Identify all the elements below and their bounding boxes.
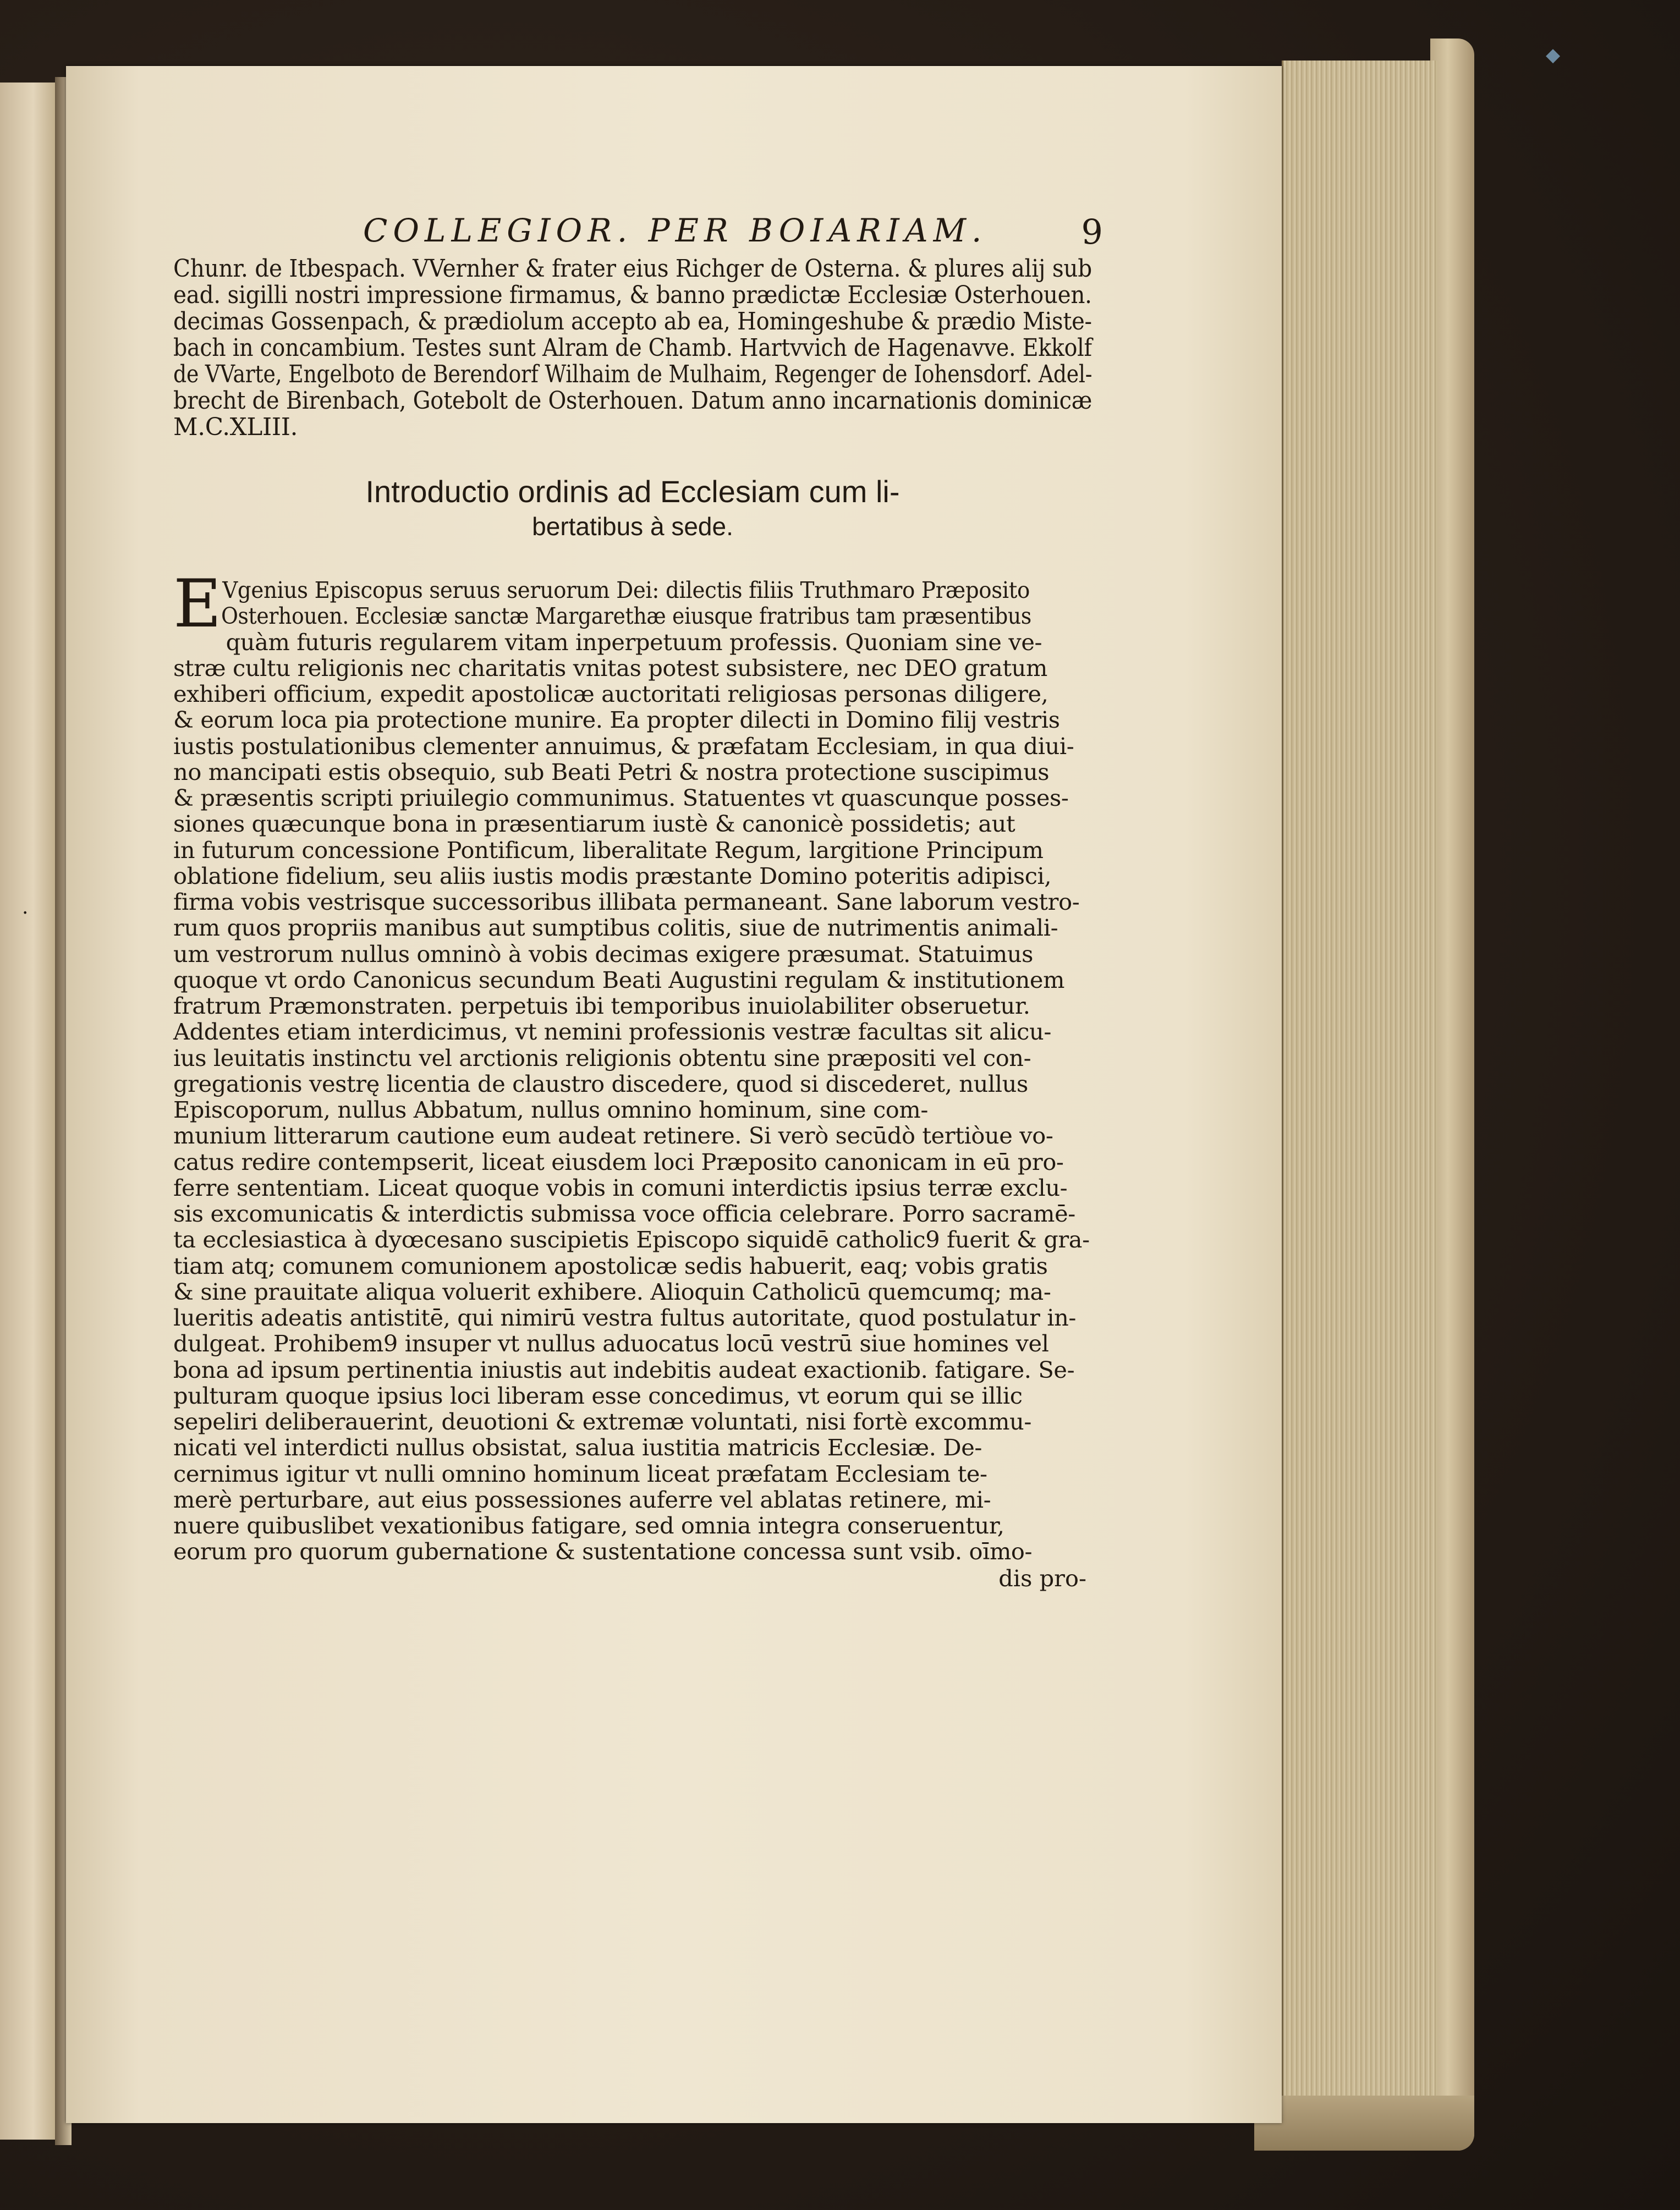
- text-line: eorum pro quorum gubernatione & sustentatione concessa sunt vsib. oīmo-: [173, 1538, 1033, 1565]
- text-line: merè perturbare, aut eius possessiones auferre vel ablatas retinere, mi-: [173, 1486, 991, 1513]
- text-line: siones quæcunque bona in præsentiarum iustè & canonicè possidetis; aut: [173, 810, 1015, 838]
- drop-cap: E: [173, 566, 222, 642]
- text-line: & præsentis scripti priuilegio communimus. Statuentes vt quascunque posses-: [173, 784, 1069, 811]
- text-line: M.C.XLIII.: [173, 414, 298, 441]
- text-line: Addentes etiam interdicimus, vt nemini professionis vestræ facultas sit alicu-: [173, 1018, 1051, 1046]
- text-line: in futurum concessione Pontificum, liberalitate Regum, largitione Principum: [173, 836, 1044, 864]
- text-line: quàm futuris regularem vitam inperpetuum professis. Quoniam sine ve-: [226, 628, 1042, 656]
- page-fore-edge: [1282, 61, 1437, 2129]
- text-line: oblatione fidelium, seu aliis iustis modis præstante Domino poteritis adipisci,: [173, 862, 1052, 889]
- text-line: fratrum Præmonstraten. perpetuis ibi temporibus inuiolabiliter obseruetur.: [173, 992, 1030, 1019]
- text-line: cernimus igitur vt nulli omnino hominum liceat præfatam Ecclesiam te-: [173, 1460, 987, 1487]
- catchword: dis pro-: [998, 1564, 1086, 1592]
- text-line: gregationis vestrę licentia de claustro discedere, quod si discederet, nullus: [173, 1070, 1028, 1097]
- page-number: 9: [1081, 212, 1103, 252]
- text-line: Osterhouen. Ecclesiæ sanctæ Margarethæ eiusque fratribus tam præsentibus: [221, 602, 1031, 630]
- text-line: pulturam quoque ipsius loci liberam esse concedimus, vt eorum qui se illic: [173, 1382, 1023, 1409]
- text-line: um vestrorum nullus omninò à vobis decimas exigere præsumat. Statuimus: [173, 940, 1034, 967]
- text-line: firma vobis vestrisque successoribus illibata permaneant. Sane laborum vestro-: [173, 888, 1080, 915]
- text-line: quoque vt ordo Canonicus secundum Beati Augustini regulam & institutionem: [173, 966, 1065, 993]
- text-line: de VVarte, Engelboto de Berendorf Wilhaim de Mulhaim, Regenger de Iohensdorf. Adel-: [173, 361, 1092, 388]
- text-block: [173, 212, 1103, 1592]
- margin-mark-icon: ·: [22, 902, 29, 925]
- text-line: Chunr. de Itbespach. VVernher & frater eius Richger de Osterna. & plures alij sub: [173, 255, 1092, 283]
- text-line: sis excomunicatis & interdictis submissa voce officia celebrare. Porro sacramē-: [173, 1200, 1075, 1227]
- text-line: bona ad ipsum pertinentia iniustis aut indebitis audeat exactionib. fatigare. Se-: [173, 1356, 1075, 1383]
- text-line: & eorum loca pia protectione munire. Ea propter dilecti in Domino filij vestris: [173, 706, 1060, 734]
- text-line: decimas Gossenpach, & prædiolum accepto ab ea, Homingeshube & prædio Miste-: [173, 308, 1092, 336]
- charter-text: [173, 256, 1092, 441]
- section-heading-line: bertatibus à sede.: [532, 512, 733, 541]
- text-line: rum quos propriis manibus aut sumptibus colitis, siue de nutrimentis animali-: [173, 914, 1058, 942]
- text-line: no mancipati estis obsequio, sub Beati Petri & nostra protectione suscipimus: [173, 758, 1050, 785]
- running-head-title: COLLEGIOR. PER BOIARIAM.: [363, 212, 987, 249]
- text-line: munium litterarum cautione eum audeat retinere. Si verò secūdò tertiòue vo-: [173, 1122, 1053, 1150]
- text-line: ta ecclesiastica à dyœcesano suscipietis Episcopo siquidē catholic9 fuerit & gra-: [173, 1226, 1090, 1254]
- text-line: stræ cultu religionis nec charitatis vnitas potest subsistere, nec DEO gratum: [173, 654, 1047, 681]
- text-line: nicati vel interdicti nullus obsistat, salua iustitia matricis Ecclesiæ. De-: [173, 1434, 982, 1461]
- running-head: [173, 212, 1103, 256]
- text-line: ead. sigilli nostri impressione firmamus, & banno prædictæ Ecclesiæ Osterhouen.: [173, 282, 1092, 309]
- text-line: exhiberi officium, expedit apostolicæ auctoritati religiosas personas diligere,: [173, 680, 1048, 707]
- text-line: tiam atq; comunem comunionem apostolicæ sedis habuerit, eaq; vobis gratis: [173, 1252, 1048, 1279]
- text-line: bach in concambium. Testes sunt Alram de Chamb. Hartvvich de Hagenavve. Ekkolf: [173, 334, 1092, 362]
- text-line: ius leuitatis instinctu vel arctionis religionis obtentu sine præpositi vel con-: [173, 1044, 1031, 1071]
- text-line: dulgeat. Prohibem9 insuper vt nullus aduocatus locū vestrū siue homines vel: [173, 1330, 1049, 1357]
- text-line: ferre sententiam. Liceat quoque vobis in comuni interdictis ipsius terræ exclu-: [173, 1174, 1068, 1201]
- text-line: sepeliri deliberauerint, deuotioni & extremæ voluntati, nisi fortè excommu-: [173, 1408, 1032, 1435]
- section-heading-line: Introductio ordinis ad Ecclesiam cum li-: [365, 474, 900, 509]
- text-line: & sine prauitate aliqua voluerit exhibere. Alioquin Catholicū quemcumq; ma-: [173, 1278, 1051, 1305]
- text-line: nuere quibuslibet vexationibus fatigare, sed omnia integra conseruentur,: [173, 1512, 1004, 1539]
- text-line: iustis postulationibus clementer annuimus, & præfatam Ecclesiam, in qua diui-: [173, 732, 1074, 760]
- section-heading: [173, 472, 1092, 542]
- text-line: catus redire contempserit, liceat eiusdem loci Præposito canonicam in eū pro-: [173, 1148, 1064, 1175]
- text-line: lueritis adeatis antistitē, qui nimirū vestra fultus autoritate, quod postulatur in-: [173, 1304, 1077, 1331]
- corner-mark-icon: ◆: [1546, 44, 1561, 66]
- previous-page-edge: [0, 83, 62, 2140]
- text-line: Vgenius Episcopus seruus seruorum Dei: dilectis filiis Truthmaro Præposito: [222, 576, 1030, 603]
- papal-bull-text: [173, 566, 1092, 1592]
- text-line: brecht de Birenbach, Gotebolt de Osterhouen. Datum anno incarnationis dominicæ: [173, 387, 1092, 415]
- text-line: Episcoporum, nullus Abbatum, nullus omnino hominum, sine com-: [173, 1096, 928, 1123]
- cover-board-bottom: [1254, 2096, 1474, 2151]
